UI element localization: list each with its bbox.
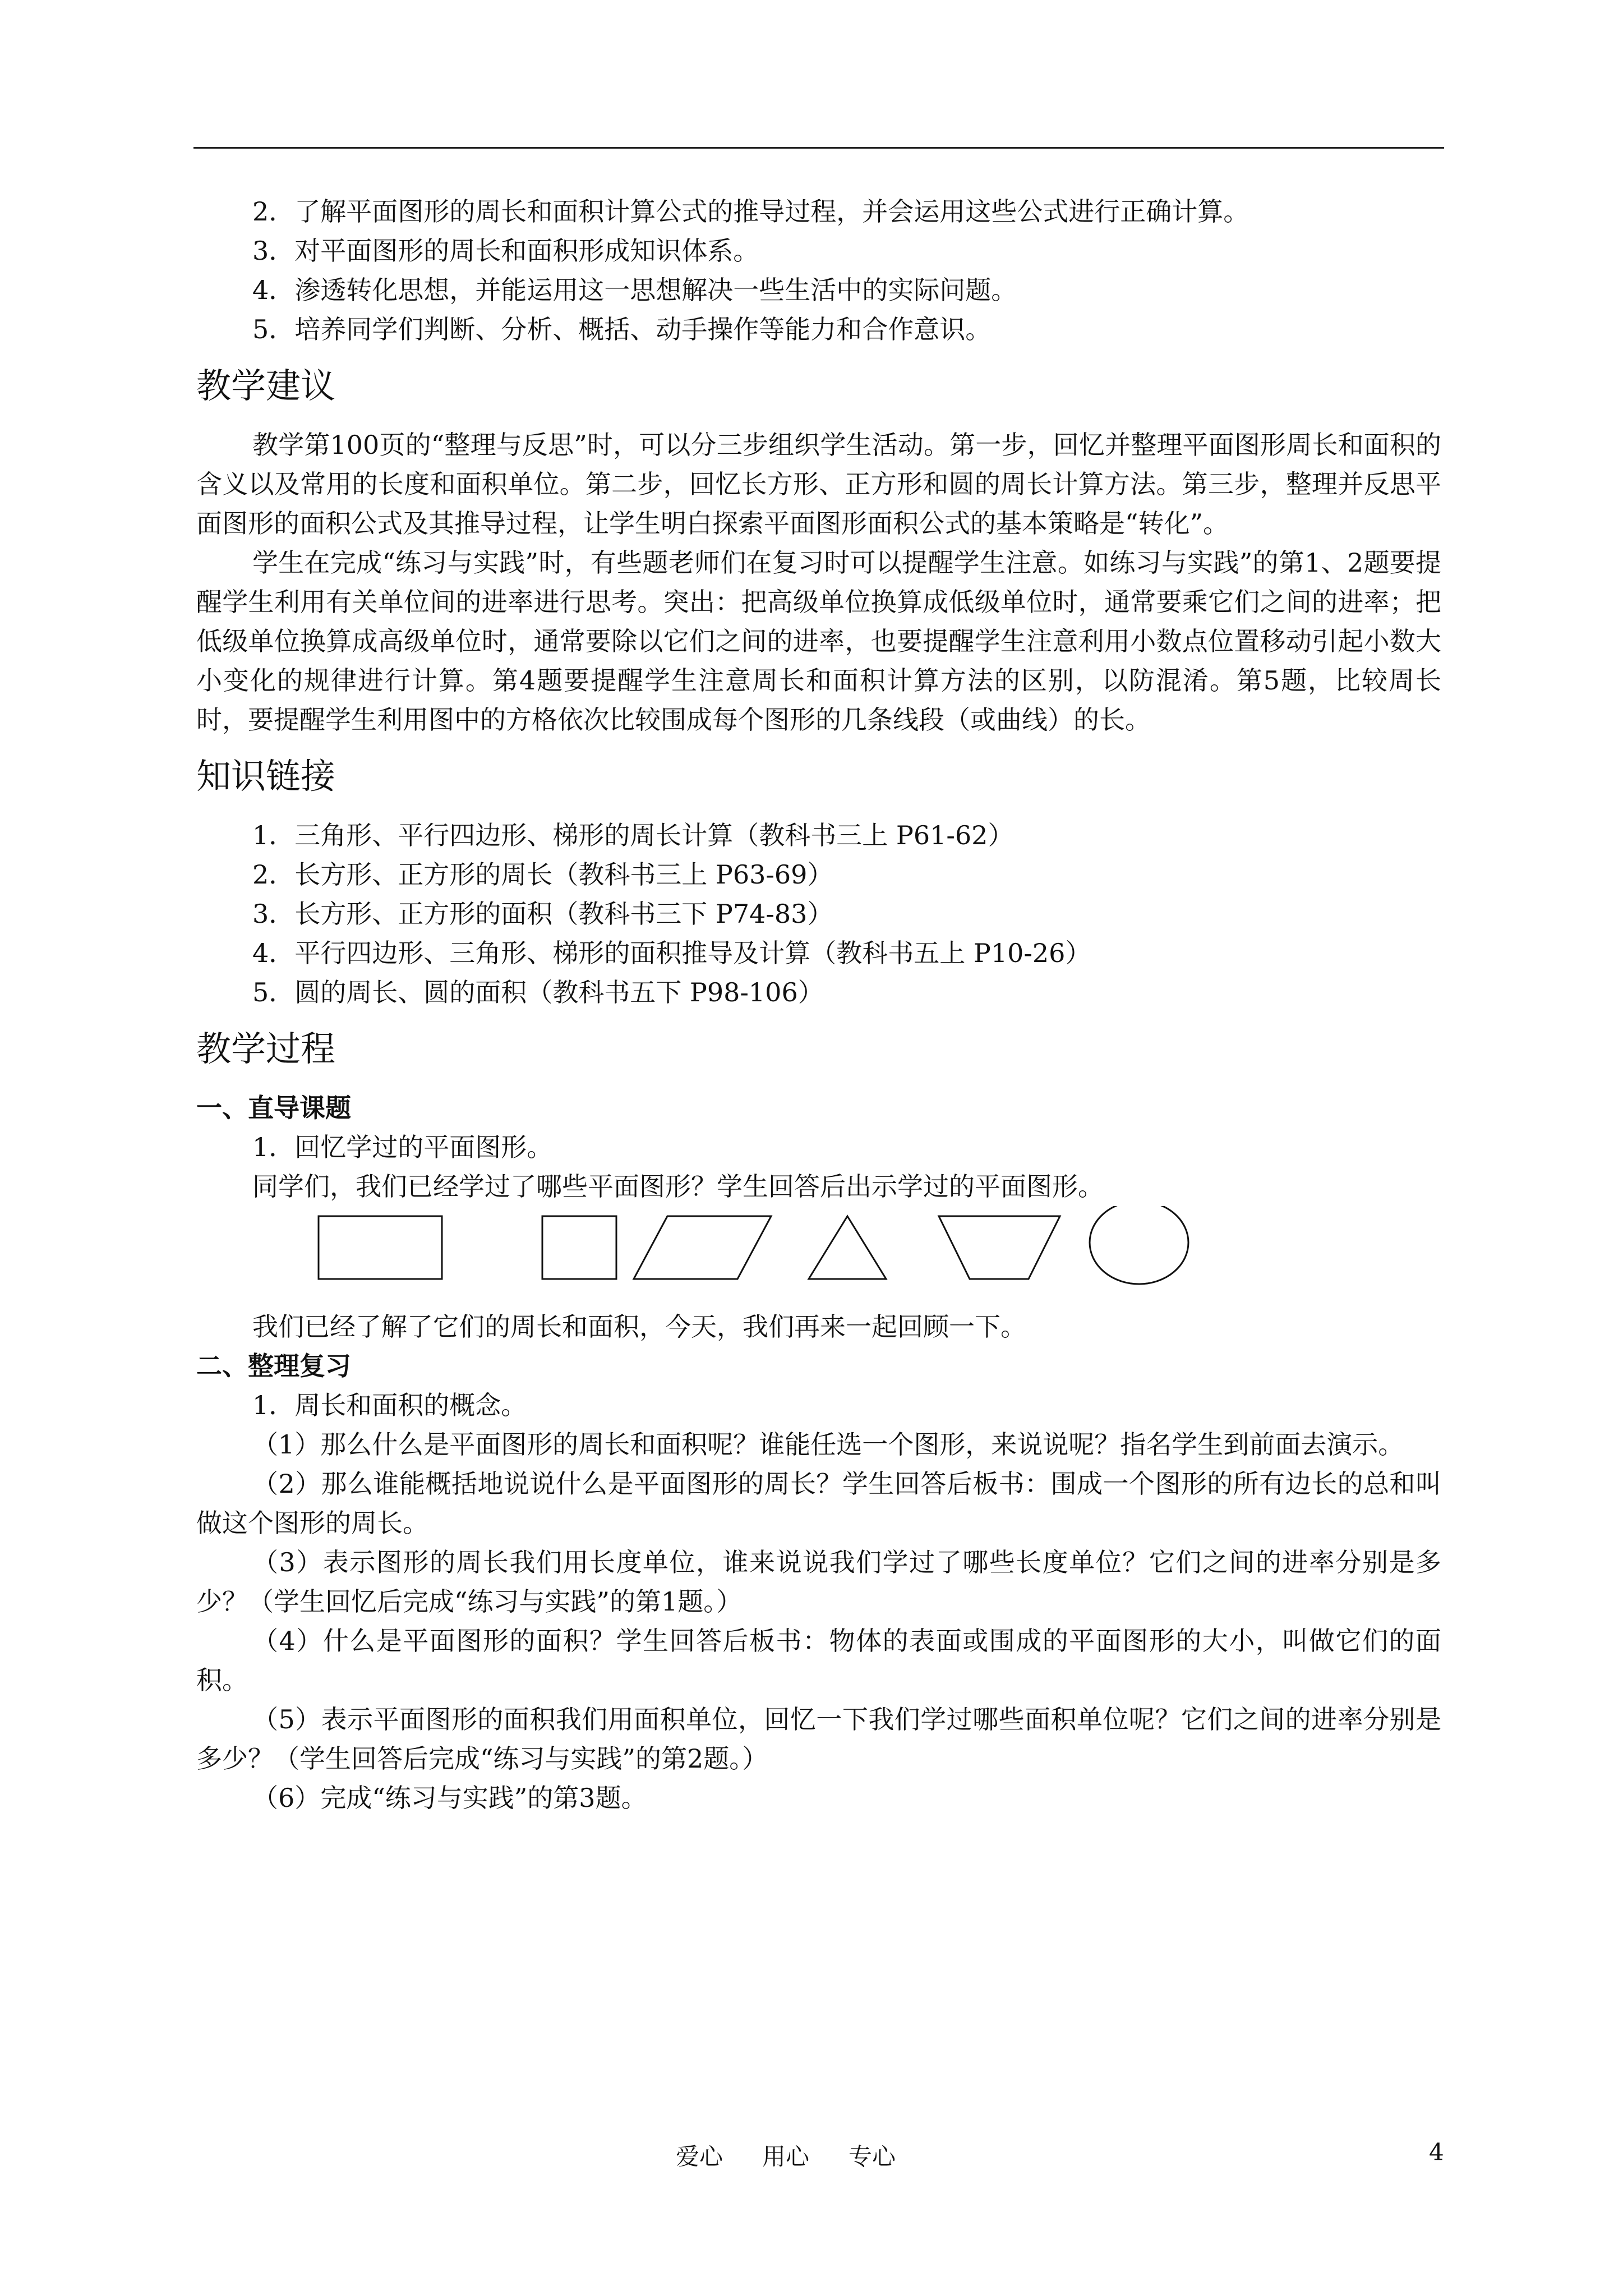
knowledge-link-item: 3．长方形、正方形的面积（教科书三下 P74-83） [252,899,833,929]
review-item: （2）那么谁能概括地说说什么是平面图形的周长？学生回答后板书：围成一个图形的所有边长的总和叫做这个图形的周长。 [196,1469,1441,1538]
rectangle-shape [319,1216,442,1279]
review-item: （4）什么是平面图形的面积？学生回答后板书：物体的表面或围成的平面图形的大小，叫做它们的面积。 [196,1626,1441,1695]
objective-item: 4．渗透转化思想，并能运用这一思想解决一些生活中的实际问题。 [252,275,1017,305]
header-rule [193,147,1444,149]
review-item: （5）表示平面图形的面积我们用面积单位，回忆一下我们学过哪些面积单位呢？它们之间的进率分别是多少？（学生回答后完成“练习与实践”的第2题。） [196,1704,1441,1774]
review-item: （6）完成“练习与实践”的第3题。 [252,1783,647,1813]
page-content [196,192,1441,1818]
circle-shape [1090,1206,1188,1284]
knowledge-link-item: 2．长方形、正方形的周长（教科书三上 P63-69） [252,859,833,890]
question-text: 同学们，我们已经学过了哪些平面图形？学生回答后出示学过的平面图形。 [252,1171,1104,1202]
knowledge-link-item: 5．圆的周长、圆的面积（教科书五下 P98-106） [252,977,824,1007]
objective-item: 5．培养同学们判断、分析、概括、动手操作等能力和合作意识。 [252,314,992,344]
section-heading-teaching-suggestions: 教学建议 [196,365,336,406]
parallelogram-shape [634,1216,771,1279]
subsection-title: 一、直导课题 [196,1093,351,1123]
step-text: 1．周长和面积的概念。 [252,1390,527,1420]
footer-motto [676,2138,935,2172]
objective-item: 2．了解平面图形的周长和面积计算公式的推导过程，并会运用这些公式进行正确计算。 [252,196,1249,227]
page-footer [0,2138,1623,2178]
shapes-svg [196,1206,1441,1307]
knowledge-link-item: 1．三角形、平行四边形、梯形的周长计算（教科书三上 P61-62） [252,820,1014,850]
step-text: 1．回忆学过的平面图形。 [252,1132,553,1162]
plane-shapes-figure [196,1206,1441,1307]
closing-text: 我们已经了解了它们的周长和面积，今天，我们再来一起回顾一下。 [252,1312,1026,1342]
square-shape [542,1216,616,1279]
section-heading-knowledge-links: 知识链接 [196,756,336,797]
knowledge-link-item: 4．平行四边形、三角形、梯形的面积推导及计算（教科书五上 P10-26） [252,938,1091,968]
suggestion-paragraph: 教学第100页的“整理与反思”时，可以分三步组织学生活动。第一步，回忆并整理平面图形周长和面积的含义以及常用的长度和面积单位。第二步，回忆长方形、正方形和圆的周长计算方法。第三步，整理并反思平面图形的面积公式及其推导过程，让学生明白探索平面图形面积公式的基本策略是“转化”。 [196,430,1441,539]
footer-motto-word: 爱心 [676,2143,723,2170]
page-number: 4 [1429,2138,1444,2166]
review-item: （1）那么什么是平面图形的周长和面积呢？谁能任选一个图形，来说说呢？指名学生到前面去演示。 [252,1429,1404,1460]
section-heading-teaching-process: 教学过程 [196,1028,336,1069]
footer-motto-word: 专心 [849,2143,896,2170]
trapezoid-shape [939,1216,1060,1279]
review-item: （3）表示图形的周长我们用长度单位，谁来说说我们学过了哪些长度单位？它们之间的进率分别是多少？（学生回忆后完成“练习与实践”的第1题。） [196,1547,1441,1617]
suggestion-paragraph: 学生在完成“练习与实践”时，有些题老师们在复习时可以提醒学生注意。如练习与实践”的第1、2题要提醒学生利用有关单位间的进率进行思考。突出：把高级单位换算成低级单位时，通常要乘它们之间的进率；把低级单位换算成高级单位时，通常要除以它们之间的进率，也要提醒学生注意利用小数点位置移动引起小数大小变化的规律进行计算。第4题要提醒学生注意周长和面积计算方法的区别，以防混淆。第5题，比较周长时，要提醒学生利用图中的方格依次比较围成每个图形的几条线段（或曲线）的长。 [196,547,1441,735]
triangle-shape [809,1216,886,1279]
objective-item: 3．对平面图形的周长和面积形成知识体系。 [252,236,759,266]
footer-motto-word: 用心 [762,2143,810,2170]
subsection-title: 二、整理复习 [196,1351,351,1381]
